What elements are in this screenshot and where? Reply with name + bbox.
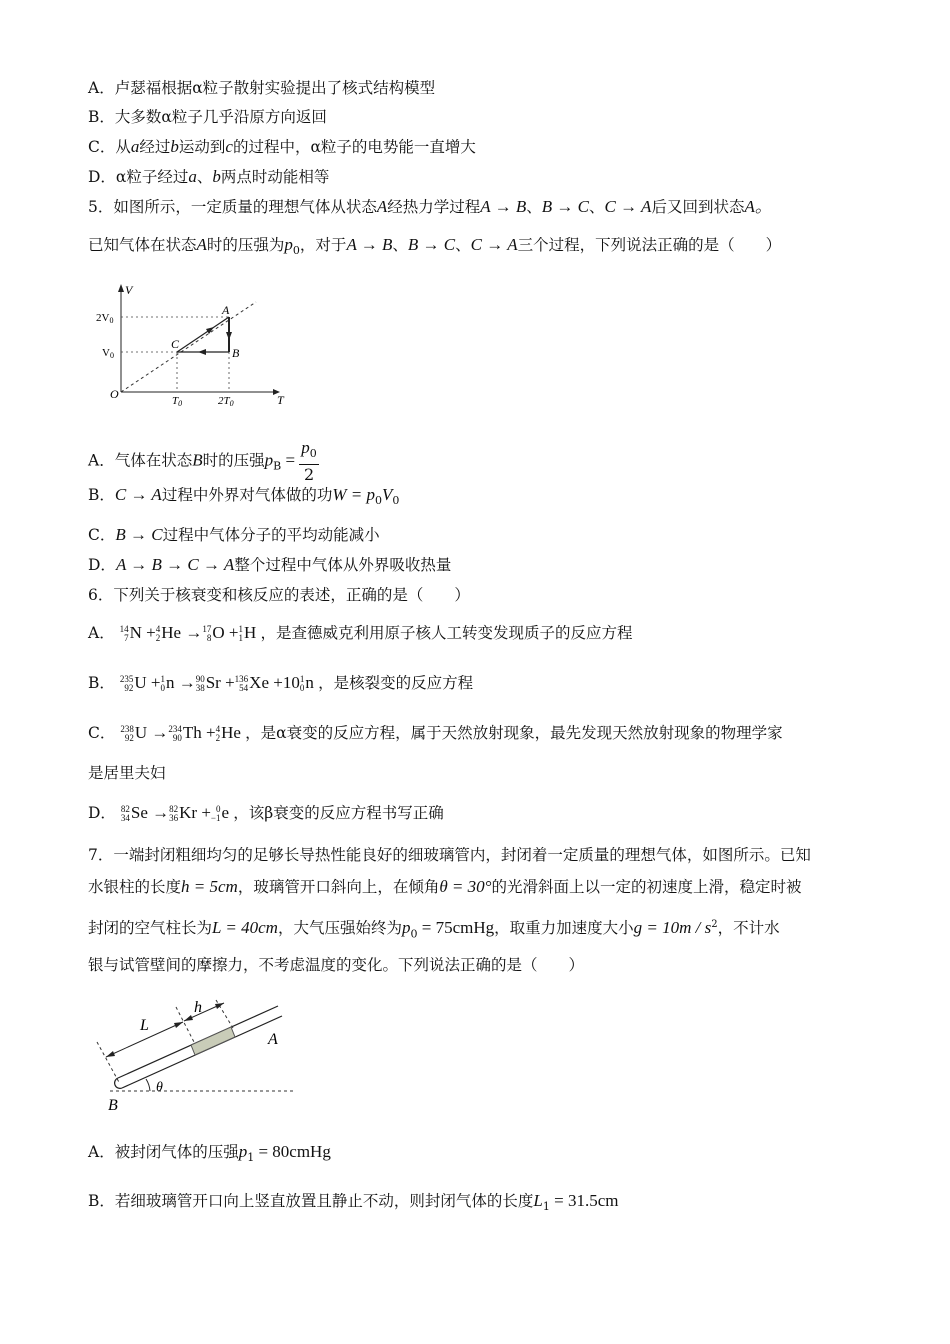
text: B． xyxy=(88,674,115,692)
q6-option-c-cont: 是居里夫妇 xyxy=(88,764,166,782)
sup: 2 xyxy=(711,919,718,930)
q7-stem-line1: 7．一端封闭粗细均匀的足够长导热性能良好的细玻璃管内，封闭着一定质量的理想气体，如图所示。已知 xyxy=(88,846,811,864)
text: 时的压强 xyxy=(202,451,265,470)
mercury-column xyxy=(191,1027,235,1055)
text: 封闭的空气柱长为 xyxy=(88,919,213,938)
var: b xyxy=(170,137,179,156)
var: L xyxy=(533,1191,543,1210)
process-ca xyxy=(177,317,229,352)
var: A xyxy=(376,197,388,216)
nuclide: 82 34 xyxy=(120,804,130,824)
q4-option-b: B．大多数α粒子几乎沿原方向返回 xyxy=(88,108,327,126)
process: B → C xyxy=(541,197,589,216)
label-b: B xyxy=(108,1097,118,1114)
q6-option-c xyxy=(88,722,783,744)
label-t0: T0 xyxy=(172,395,183,408)
var: p xyxy=(284,235,293,254)
text: = 31.5cm xyxy=(549,1191,619,1210)
process: A → B xyxy=(480,197,527,216)
nuclide: 0 −1 xyxy=(210,804,221,824)
dim-h-arrow2 xyxy=(215,1003,224,1009)
q6-stem: 6．下列关于核衰变和核反应的表述，正确的是（ ） xyxy=(88,586,470,604)
var: θ = 30° xyxy=(439,877,492,896)
text: 、 xyxy=(196,168,213,186)
text: ，是核裂变的反应方程 xyxy=(318,674,474,692)
sub: 1 xyxy=(542,1200,550,1214)
var: L = 40cm xyxy=(212,918,278,938)
nuclide: 4 2 xyxy=(215,724,221,744)
text: ，不计水 xyxy=(717,919,780,938)
numerator xyxy=(299,438,319,465)
sub: 0 xyxy=(309,447,317,461)
process: C → A xyxy=(470,235,518,254)
text: ，该β衰变的反应方程书写正确 xyxy=(233,804,444,822)
q5-stem-line2: 已知气体在状态A时的压强为$p_0$，对于A → B、B → C、C → A三个过程，下列说法正确的是（ ） xyxy=(88,235,782,258)
text: 后又回到状态 xyxy=(651,198,745,216)
text: 过程中外界对气体做的功 xyxy=(161,486,333,504)
var: a xyxy=(130,137,140,156)
nuclide: 90 38 xyxy=(195,674,205,694)
text: 已知气体在状态 xyxy=(88,236,197,254)
point-a-label: A xyxy=(222,303,230,317)
var: p xyxy=(264,450,274,470)
process: B → C xyxy=(115,525,163,544)
var: b xyxy=(212,167,221,186)
dim-l-arrow1 xyxy=(106,1051,115,1057)
nuclide: 14 7 xyxy=(119,624,129,644)
var: W = p xyxy=(332,485,375,504)
process: C → A xyxy=(604,197,652,216)
nuclide: 17 8 xyxy=(202,624,212,644)
nuclide: 1 1 xyxy=(238,624,243,644)
text: C．从 xyxy=(88,138,131,156)
process: C → A xyxy=(114,485,162,504)
label-a: A xyxy=(268,1031,278,1048)
text: C． xyxy=(88,724,116,742)
text: = xyxy=(281,450,300,470)
text: C． xyxy=(88,526,116,544)
text: D． xyxy=(88,556,116,574)
var: A xyxy=(196,235,207,254)
sub: 0 xyxy=(392,494,400,508)
var: p xyxy=(301,438,310,457)
var: p xyxy=(401,918,411,938)
q5-option-c xyxy=(88,524,380,546)
q5-option-b xyxy=(88,484,399,512)
dim-l-arrow2 xyxy=(174,1022,183,1028)
nuclide: 235 92 xyxy=(119,674,134,694)
text: ，对于 xyxy=(299,236,347,254)
label-theta: θ xyxy=(156,1080,163,1095)
process: A → B xyxy=(346,235,393,254)
var: a xyxy=(188,167,197,186)
var: p xyxy=(238,1142,248,1161)
q7-option-b xyxy=(88,1190,618,1218)
sub: 0 xyxy=(410,927,418,941)
sub: 0 xyxy=(374,494,382,508)
point-c-label: C xyxy=(171,337,180,351)
text: 两点时动能相等 xyxy=(220,168,330,186)
var: V xyxy=(381,485,393,504)
text: ，是查德威克利用原子核人工转变发现质子的反应方程 xyxy=(260,624,633,642)
tube-closed-end xyxy=(115,1078,122,1088)
fraction xyxy=(299,438,319,485)
q7-stem-line3 xyxy=(88,914,780,945)
text: ，大气压强始终为 xyxy=(277,919,402,938)
axis-t-label: T xyxy=(277,393,284,407)
sub: 1 xyxy=(247,1151,255,1165)
ext-line-b xyxy=(97,1042,120,1084)
q7-option-a xyxy=(88,1141,331,1169)
nuclide: 234 90 xyxy=(168,724,182,744)
text: 经过 xyxy=(139,138,171,156)
text: A．被封闭气体的压强 xyxy=(88,1143,239,1161)
var: h = 5cm xyxy=(181,877,238,896)
var: c xyxy=(225,137,233,156)
q4-option-a: A．卢瑟福根据α粒子散射实验提出了核式结构模型 xyxy=(88,79,436,97)
label-h: h xyxy=(194,999,202,1016)
vt-graph xyxy=(88,280,288,410)
text: 的过程中，α粒子的电势能一直增大 xyxy=(232,138,476,156)
arrow-ab xyxy=(226,332,232,340)
reaction-equation: 235 92 U + 1 0 n → 90 38 Sr + 136 54 Xe +10 1 0 n xyxy=(119,673,314,694)
tube-figure xyxy=(88,998,308,1118)
text: = 80cmHg xyxy=(254,1142,331,1161)
reaction-equation: 238 92 U → 234 90 Th + 4 2 He xyxy=(120,723,241,744)
text: 5．如图所示，一定质量的理想气体从状态 xyxy=(88,198,377,216)
sub: B xyxy=(273,459,282,473)
nuclide: 82 36 xyxy=(169,804,179,824)
point-b-label: B xyxy=(232,346,240,360)
q6-option-d xyxy=(88,802,444,824)
text: ，是α衰变的反应方程，属于天然放射现象，最先发现天然放射现象的物理学家 xyxy=(245,724,783,742)
q6-option-a xyxy=(88,622,633,644)
q4-option-d xyxy=(88,166,329,188)
q7-stem-line2 xyxy=(88,876,801,898)
denominator: 2 xyxy=(303,465,315,485)
reaction-equation: 82 34 Se → 82 36 Kr + 0 −1 e xyxy=(120,803,230,824)
text: ，玻璃管开口斜向上，在倾角 xyxy=(237,878,440,896)
text: = 75cmHg xyxy=(417,918,495,938)
process: B → C xyxy=(407,235,456,254)
q5-option-d xyxy=(88,554,451,576)
arrow-bc xyxy=(198,349,206,355)
text: 时的压强为 xyxy=(206,236,285,254)
sub: 0 xyxy=(292,244,300,258)
text: 的光滑斜面上以一定的初速度上滑，稳定时被 xyxy=(491,878,802,896)
q5-option-a xyxy=(88,438,319,485)
text: 过程中气体分子的平均动能减小 xyxy=(162,526,380,544)
q7-stem-line4: 银与试管壁间的摩擦力，不考虑温度的变化。下列说法正确的是（ ） xyxy=(88,956,585,974)
text: 水银柱的长度 xyxy=(88,878,182,896)
text: 整个过程中气体从外界吸收热量 xyxy=(234,556,452,574)
text: D．α粒子经过 xyxy=(88,168,189,186)
origin-label: O xyxy=(110,387,119,401)
var: B xyxy=(192,450,203,470)
nuclide: 1 0 xyxy=(299,674,305,694)
label-2t0: 2T0 xyxy=(218,395,234,408)
text: 运动到 xyxy=(178,138,226,156)
text: D． xyxy=(88,804,116,822)
var: g = 10m / s xyxy=(633,918,712,938)
label-l: L xyxy=(140,1017,149,1034)
nuclide: 238 92 xyxy=(120,724,134,744)
label-2v0: 2V0 xyxy=(96,312,114,325)
nuclide: 136 54 xyxy=(234,674,249,694)
var: A。 xyxy=(744,197,772,216)
nuclide: 1 0 xyxy=(160,674,165,694)
q5-stem-line1: 5．如图所示，一定质量的理想气体从状态A经热力学过程A → B、B → C、C → A后又回到状态A。 xyxy=(88,197,772,216)
theta-arc xyxy=(146,1079,150,1091)
text: B． xyxy=(88,486,115,504)
text: ，取重力加速度大小 xyxy=(494,919,634,938)
nuclide: 4 2 xyxy=(155,624,161,644)
reaction-equation: 14 7 N + 4 2 He → 17 8 O + 1 1 H xyxy=(119,623,257,644)
q4-option-c xyxy=(88,136,476,158)
text: 三个过程，下列说法正确的是（ ） xyxy=(517,236,782,254)
text: A． xyxy=(88,624,115,642)
text: B．若细玻璃管开口向上竖直放置且静止不动，则封闭气体的长度 xyxy=(88,1192,534,1210)
dim-h-arrow1 xyxy=(184,1015,193,1021)
q6-option-b xyxy=(88,672,473,694)
axis-v-label: V xyxy=(125,283,133,297)
label-v0: V0 xyxy=(102,347,114,360)
text: 经热力学过程 xyxy=(387,198,481,216)
v-axis-arrow xyxy=(118,284,124,292)
process: A → B → C → A xyxy=(115,555,235,574)
text: A．气体在状态 xyxy=(88,451,193,470)
